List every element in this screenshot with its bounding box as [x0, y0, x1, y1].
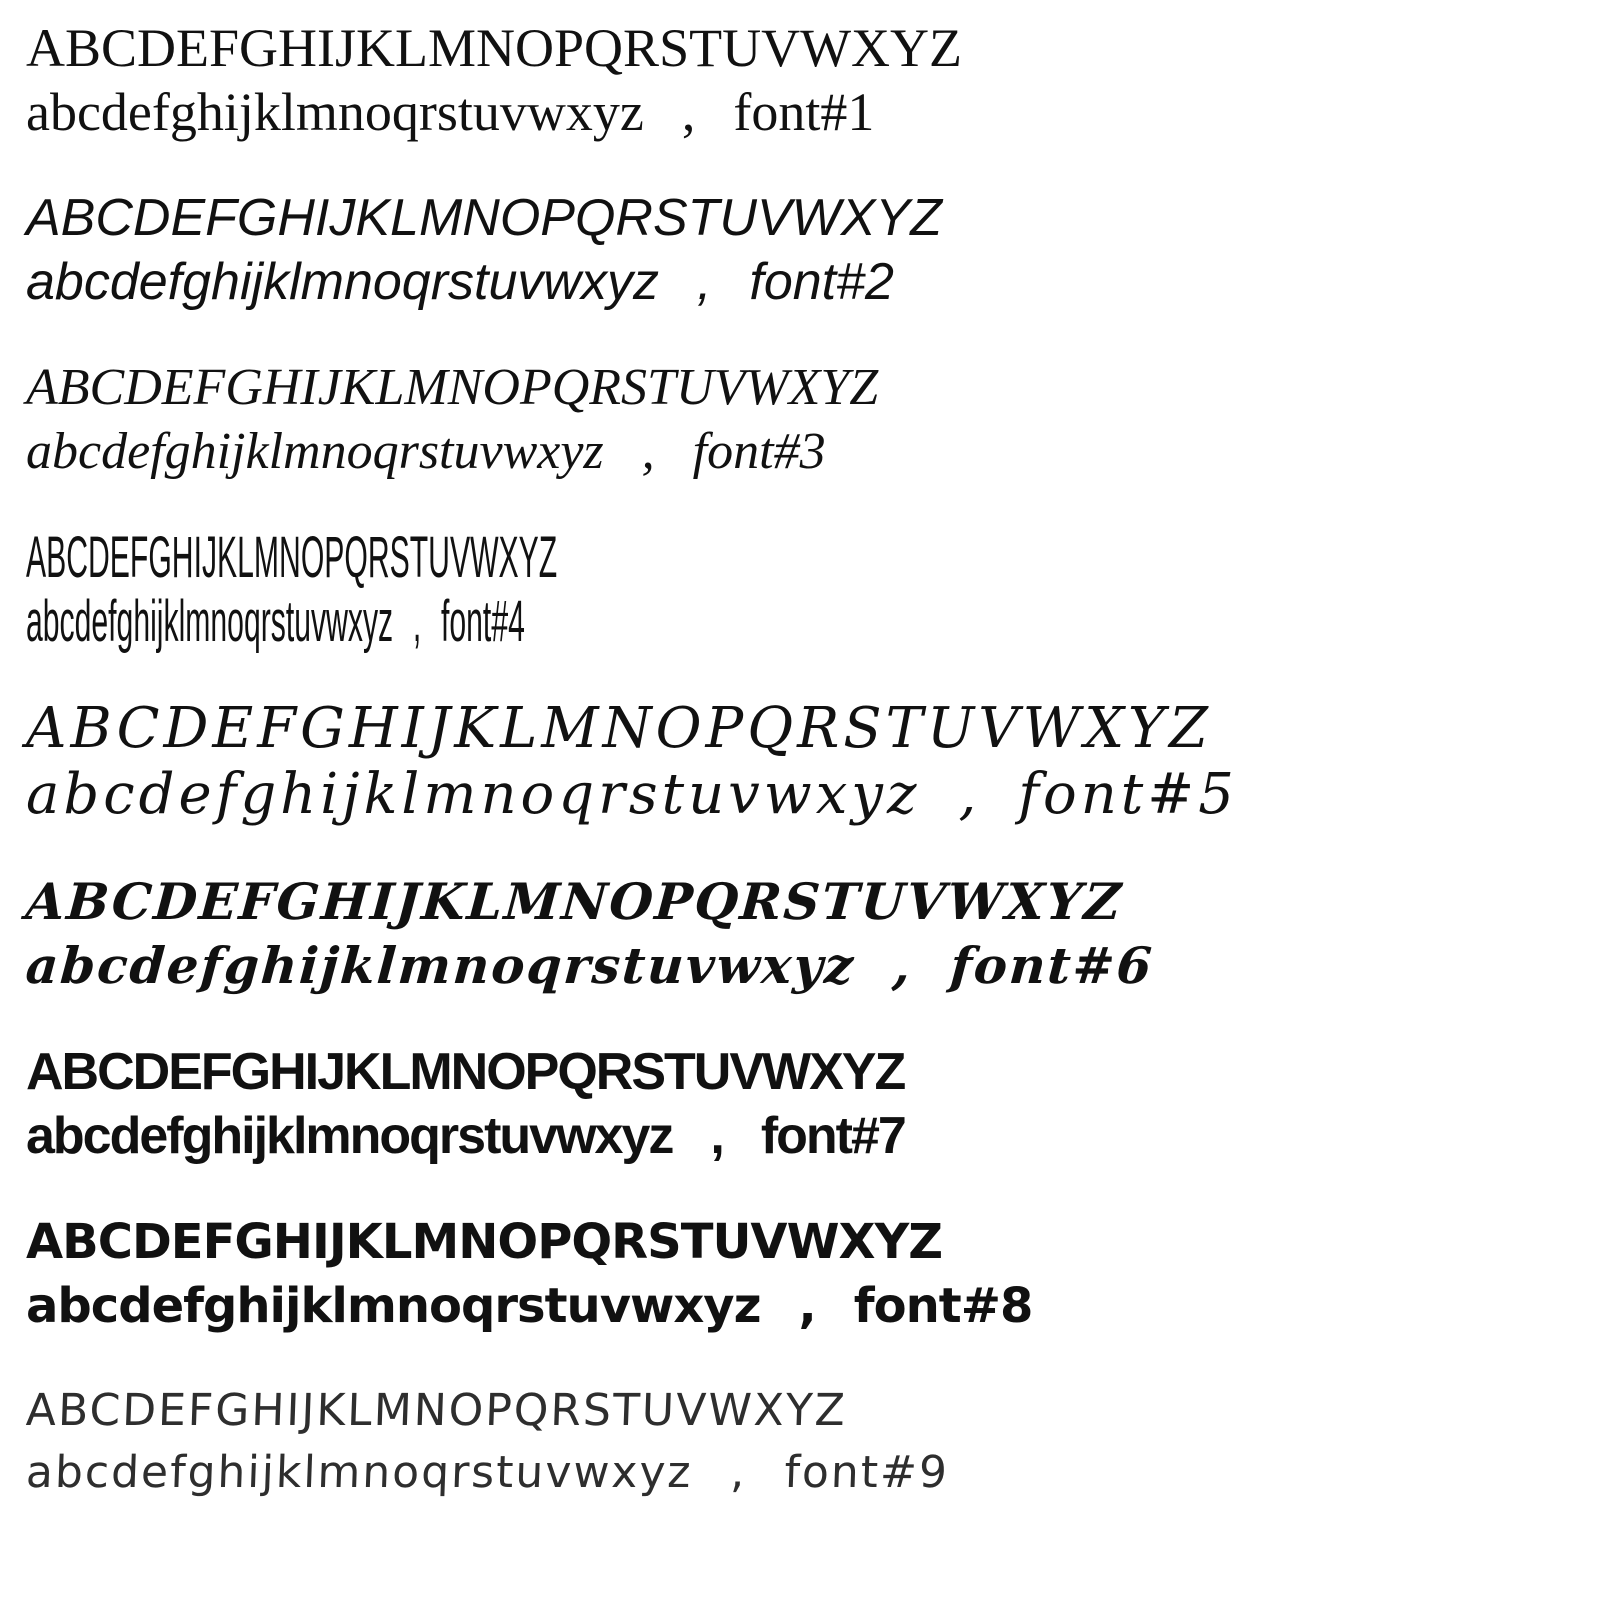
- comma-separator: ,: [641, 423, 655, 480]
- font-label: font#5: [1018, 762, 1238, 827]
- uppercase-alphabet: ABCDEFGHIJKLMNOPQRSTUVWXYZ: [26, 525, 558, 590]
- comma-separator: ,: [710, 1107, 723, 1165]
- lowercase-alphabet: abcdefghijklmnoqrstuvwxyz: [26, 1278, 761, 1334]
- uppercase-alphabet: ABCDEFGHIJKLMNOPQRSTUVWXYZ: [26, 18, 963, 78]
- uppercase-alphabet: ABCDEFGHIJKLMNOPQRSTUVWXYZ: [23, 872, 1125, 931]
- font-specimen-1: [26, 16, 1590, 144]
- comma-separator: ,: [681, 82, 696, 142]
- lowercase-alphabet: abcdefghijklmnoqrstuvwxyz: [23, 936, 858, 995]
- font-specimen-8: [26, 1210, 1590, 1338]
- font-specimen-5: [26, 696, 1590, 828]
- comma-separator: ,: [798, 1278, 816, 1334]
- font-label: font#3: [692, 423, 826, 480]
- lowercase-alphabet: abcdefghijklmnoqrstuvwxyz: [26, 762, 921, 827]
- uppercase-alphabet: ABCDEFGHIJKLMNOPQRSTUVWXYZ: [26, 1214, 943, 1270]
- comma-separator: ,: [729, 1447, 748, 1498]
- uppercase-alphabet: ABCDEFGHIJKLMNOPQRSTUVWXYZ: [26, 359, 879, 416]
- font-label: font#4: [441, 589, 525, 654]
- font-label: font#9: [783, 1447, 950, 1498]
- font-label: font#6: [948, 936, 1156, 995]
- lowercase-alphabet: abcdefghijklmnoqrstuvwxyz: [26, 589, 394, 654]
- uppercase-alphabet: ABCDEFGHIJKLMNOPQRSTUVWXYZ: [26, 1043, 905, 1101]
- comma-separator: ,: [696, 253, 712, 311]
- uppercase-alphabet: ABCDEFGHIJKLMNOPQRSTUVWXYZ: [26, 189, 942, 247]
- font-specimen-3: [26, 356, 1590, 484]
- lowercase-alphabet: abcdefghijklmnoqrstuvwxyz: [26, 1107, 673, 1165]
- font-specimen-9: [26, 1380, 1590, 1504]
- font-label: font#8: [853, 1278, 1033, 1334]
- comma-separator: ,: [412, 589, 422, 654]
- font-specimen-7: [26, 1040, 1590, 1168]
- lowercase-alphabet: abcdefghijklmnoqrstuvwxyz: [26, 253, 659, 311]
- font-label: font#1: [733, 82, 875, 142]
- font-specimen-6: [23, 870, 1590, 998]
- font-specimen-4: [26, 526, 1590, 654]
- font-label: font#2: [749, 253, 894, 311]
- lowercase-alphabet: abcdefghijklmnoqrstuvwxyz: [25, 1447, 694, 1498]
- comma-separator: ,: [890, 936, 915, 995]
- font-label: font#7: [760, 1107, 905, 1165]
- uppercase-alphabet: ABCDEFGHIJKLMNOPQRSTUVWXYZ: [25, 1385, 848, 1436]
- font-specimen-2: [26, 186, 1590, 314]
- comma-separator: ,: [958, 762, 981, 827]
- lowercase-alphabet: abcdefghijklmnoqrstuvwxyz: [26, 423, 604, 480]
- lowercase-alphabet: abcdefghijklmnoqrstuvwxyz: [26, 82, 644, 142]
- uppercase-alphabet: ABCDEFGHIJKLMNOPQRSTUVWXYZ: [26, 696, 1212, 761]
